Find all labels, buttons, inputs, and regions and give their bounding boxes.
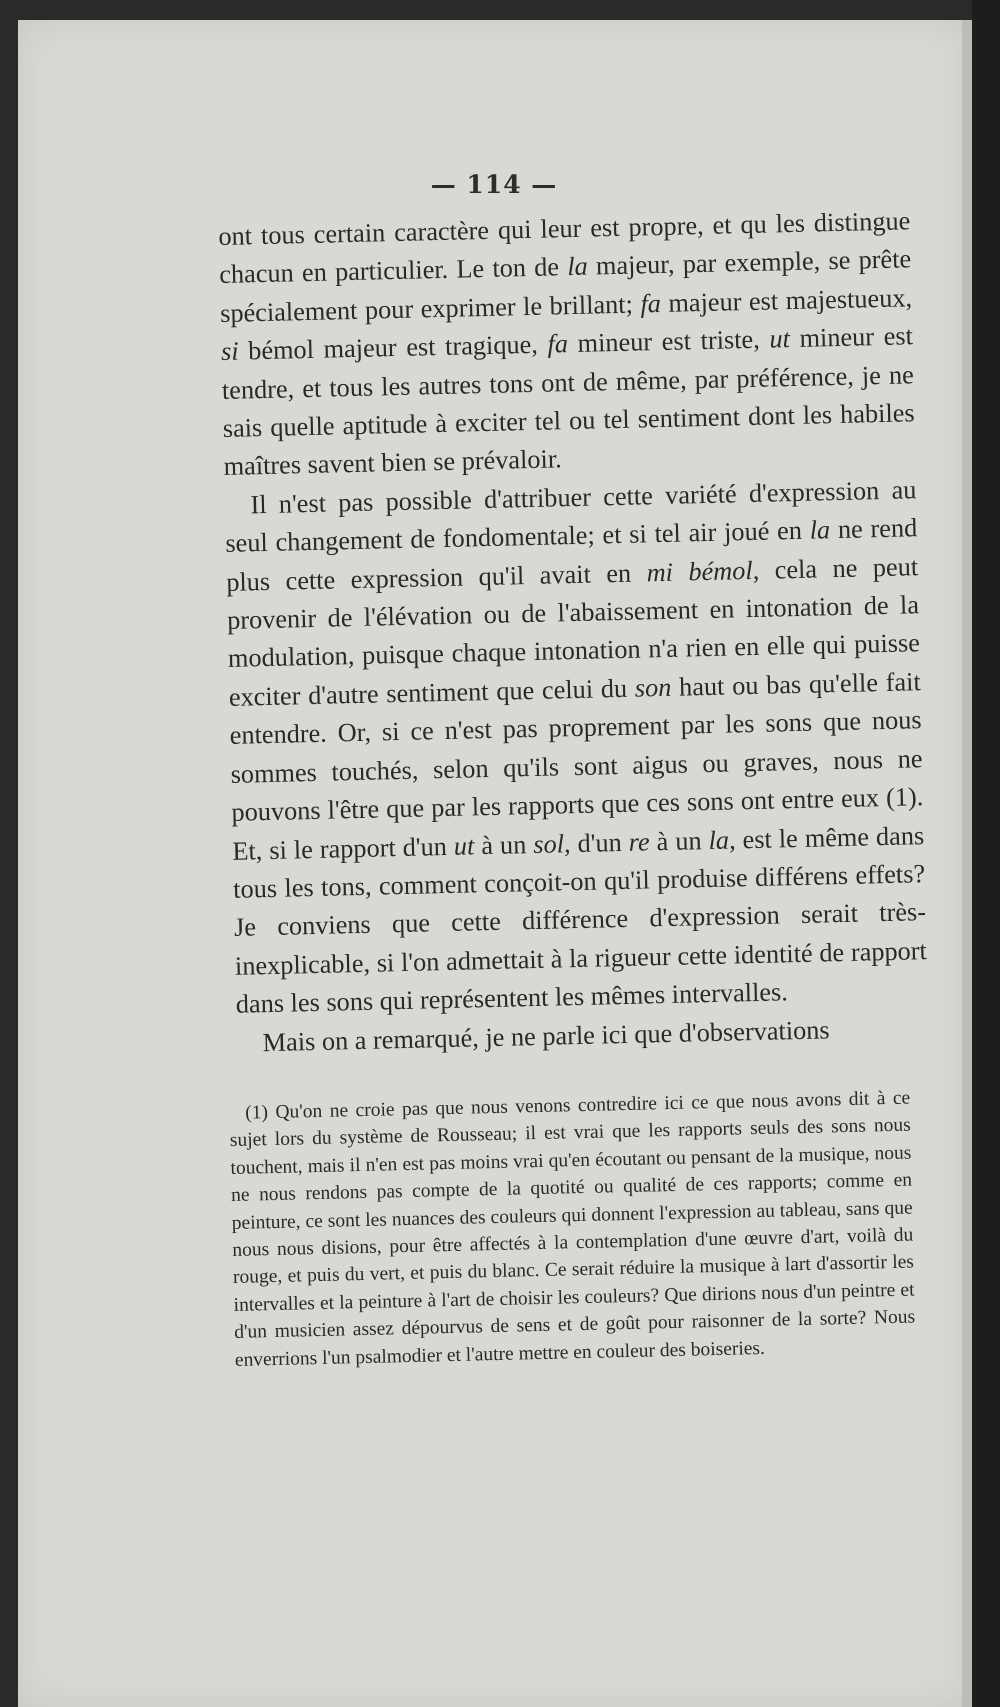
- paragraph-1: [218, 202, 916, 486]
- footnote-text: (1) Qu'on ne croie pas que nous venons contredire ici ce que nous avons dit à ce sujet lors du système de Rousseau; il est vrai que les rapports seuls des sons nous touchent, mais il n'en est pas moins vrai qu'en écoutant ou pensant de la musique, nous ne nous rendons pas compte de la quotité ou qualité de ces rapports; comme en peinture, ce sont les nuances des couleurs qui donnent l'expression au tableau, sans que nous nous disions, pour être affectés à la contemplation d'une œuvre d'art, voilà du rouge, et puis du vert, et puis du blanc. Ce serait réduire la musique à lart d'assortir les intervalles et la peinture à l'art de choisir les couleurs? Que dirions nous d'un peintre et d'un musicien assez dépourvus de sens et de goût pour raisonner de la sorte? Nous enverrions l'un psalmodier et l'autre mettre en couleur des boiseries.: [229, 1087, 916, 1371]
- text-run: haut ou bas qu'elle fait entendre. Or, si ce n'est pas proprement par les sons que nous sommes touchés, selon qu'ils sont aigus ou graves, nous ne pouvons l'être que par les rapports que ces sons ont entre eux (1). Et, si le rapport d'un: [229, 667, 924, 866]
- italic-run: la: [708, 825, 730, 855]
- text-run: mineur est tendre, et tous les autres tons ont de même, par préférence, je ne sais quelle aptitude à exciter tel ou tel sentiment dont les habiles maîtres savent bien se prévaloir.: [221, 321, 915, 482]
- text-run: , d'un: [563, 827, 630, 858]
- text-run: Mais on a remarqué, je ne parle ici que d'observations: [262, 1014, 830, 1057]
- italic-run: ut: [453, 830, 475, 861]
- italic-run: sol: [532, 828, 565, 859]
- text-run: bémol majeur est tragique,: [238, 329, 548, 366]
- italic-run: re: [628, 826, 650, 857]
- text-run: , cela ne peut provenir de l'élévation ou de l'abaissement en intonation de la modulation, puisque chaque intonation n'a rien en elle qui puisse exciter d'autre sentiment que celui du: [226, 551, 921, 712]
- body-text: [218, 202, 929, 1062]
- page-edge: [962, 20, 972, 1707]
- italic-run: ut: [769, 324, 791, 354]
- italic-run: la: [809, 515, 831, 545]
- italic-run: fa: [547, 329, 569, 359]
- page-number: — 114 —: [430, 170, 558, 199]
- text-run: ne rend plus cette expression qu'il avait en: [225, 513, 918, 597]
- text-run: Il n'est pas possible d'attribuer cette variété d'expression au seul changement de fondomentale; et si tel air joué en: [225, 475, 917, 559]
- text-run: majeur est majestueux,: [660, 283, 913, 318]
- text-run: à un: [473, 829, 534, 860]
- italic-run: si: [220, 336, 239, 367]
- scan-border: [972, 0, 1000, 1707]
- text-run: mineur est triste,: [567, 324, 770, 359]
- paper-page: [18, 20, 970, 1707]
- italic-run: la: [566, 252, 589, 282]
- text-run: à un: [649, 825, 709, 856]
- paragraph-2: [224, 471, 928, 1024]
- footnote: [229, 1085, 916, 1374]
- italic-run: son: [634, 672, 672, 703]
- italic-run: fa: [640, 288, 662, 319]
- italic-run: mi bémol: [646, 555, 753, 588]
- text-run: majeur, par exemple, se prête spécialement pour exprimer le brillant;: [219, 244, 912, 328]
- text-run: , est le même dans tous les tons, comment conçoit-on qu'il produise différens effets? Je conviens que cette différence d'expression serait très-inexplicable, si l'on admettait à la rigueur cette identité de rapport dans les sons qui représentent les mêmes intervalles.: [232, 820, 928, 1019]
- text-run: ont tous certain caractère qui leur est propre, et qu les distingue chacun en particulier. Le ton de: [218, 206, 911, 290]
